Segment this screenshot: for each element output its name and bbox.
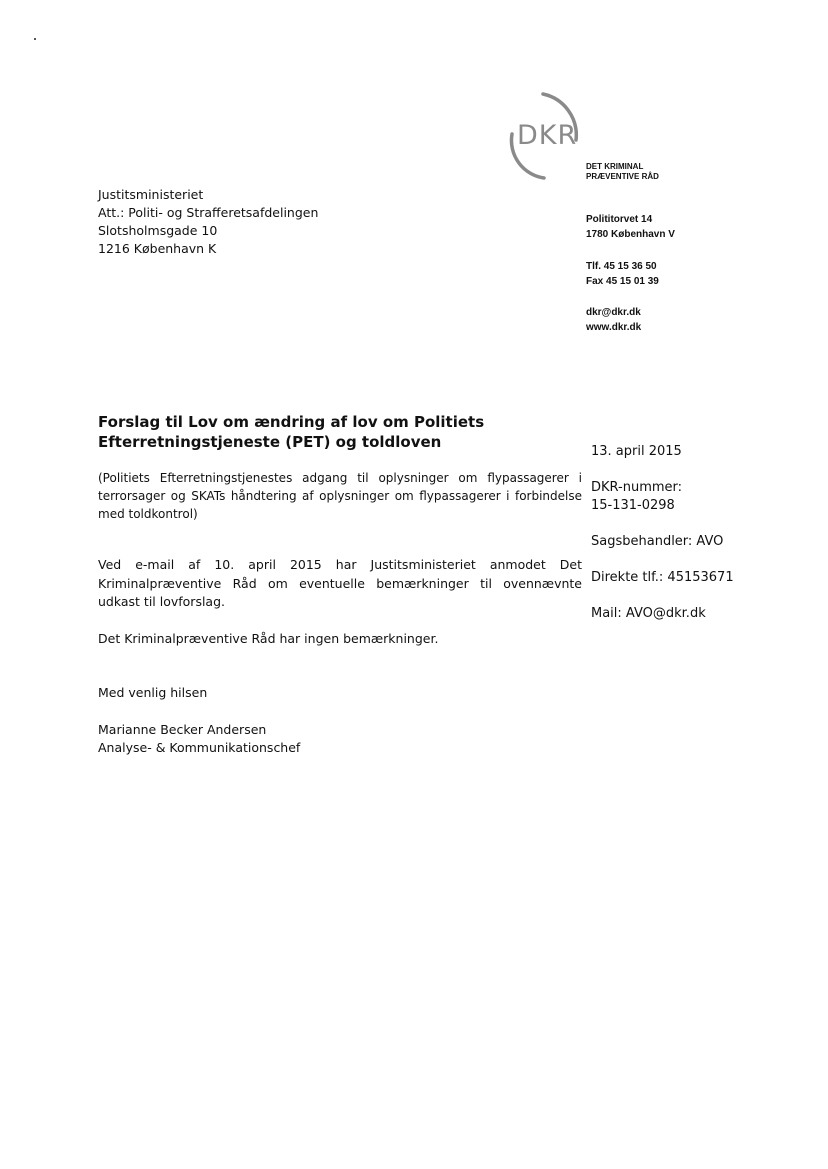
letter-subject: Forslag til Lov om ændring af lov om Politiets Efterretningstjeneste (PET) og toldloven [98,413,485,451]
scan-speck [34,38,36,40]
recipient-address [98,186,318,258]
signer-name: Marianne Becker Andersen [98,722,267,737]
body-paragraph-2: Det Kriminalpræventive Råd har ingen bemærkninger. [98,631,439,646]
logo-subtitle-line2: PRÆVENTIVE RÅD [586,172,659,181]
case-handler: Sagsbehandler: AVO [591,534,724,549]
dkr-number-value: 15-131-0298 [591,498,675,513]
sender-street: Polititorvet 14 [586,214,653,225]
body-paragraph-1: Ved e-mail af 10. april 2015 har Justitsministeriet anmodet Det Kriminalpræventive Råd om eventuelle bemærkninger til ovennævnte udkast til lovforslag. [98,557,582,609]
mail-contact[interactable]: Mail: AVO@dkr.dk [591,606,706,621]
sender-web-link[interactable]: www.dkr.dk [586,322,642,333]
direct-phone: Direkte tlf.: 45153671 [591,570,734,585]
sender-address [586,212,675,242]
signature-block [98,721,300,757]
letter-date: 13. april 2015 [591,444,682,459]
recipient-line4: 1216 København K [98,241,217,256]
recipient-line3: Slotsholmsgade 10 [98,223,218,238]
letter-subtitle: (Politiets Efterretningstjenestes adgang til oplysninger om flypassagerer i terrorsager og SKATs håndtering af oplysninger om flypassagerer i forbindelse med toldkontrol) [98,471,582,521]
signer-title: Analyse- & Kommunikationschef [98,740,301,755]
recipient-line2: Att.: Politi- og Strafferetsafdelingen [98,205,319,220]
logo-subtitle-line1: DET KRIMINAL [586,162,644,171]
recipient-line1: Justitsministeriet [98,187,204,202]
dkr-logo-text: DKR [517,120,578,151]
sender-city: 1780 København V [586,229,675,240]
sender-phone-block [586,259,659,289]
dkr-number-block [591,479,682,515]
dkr-number-label: DKR-nummer: [591,480,683,495]
sender-fax: Fax 45 15 01 39 [586,276,659,287]
closing-salutation: Med venlig hilsen [98,685,208,700]
logo-subtitle [586,162,659,182]
sender-phone: Tlf. 45 15 36 50 [586,261,657,272]
sender-email-link[interactable]: dkr@dkr.dk [586,307,641,318]
sender-web-block [586,305,641,335]
